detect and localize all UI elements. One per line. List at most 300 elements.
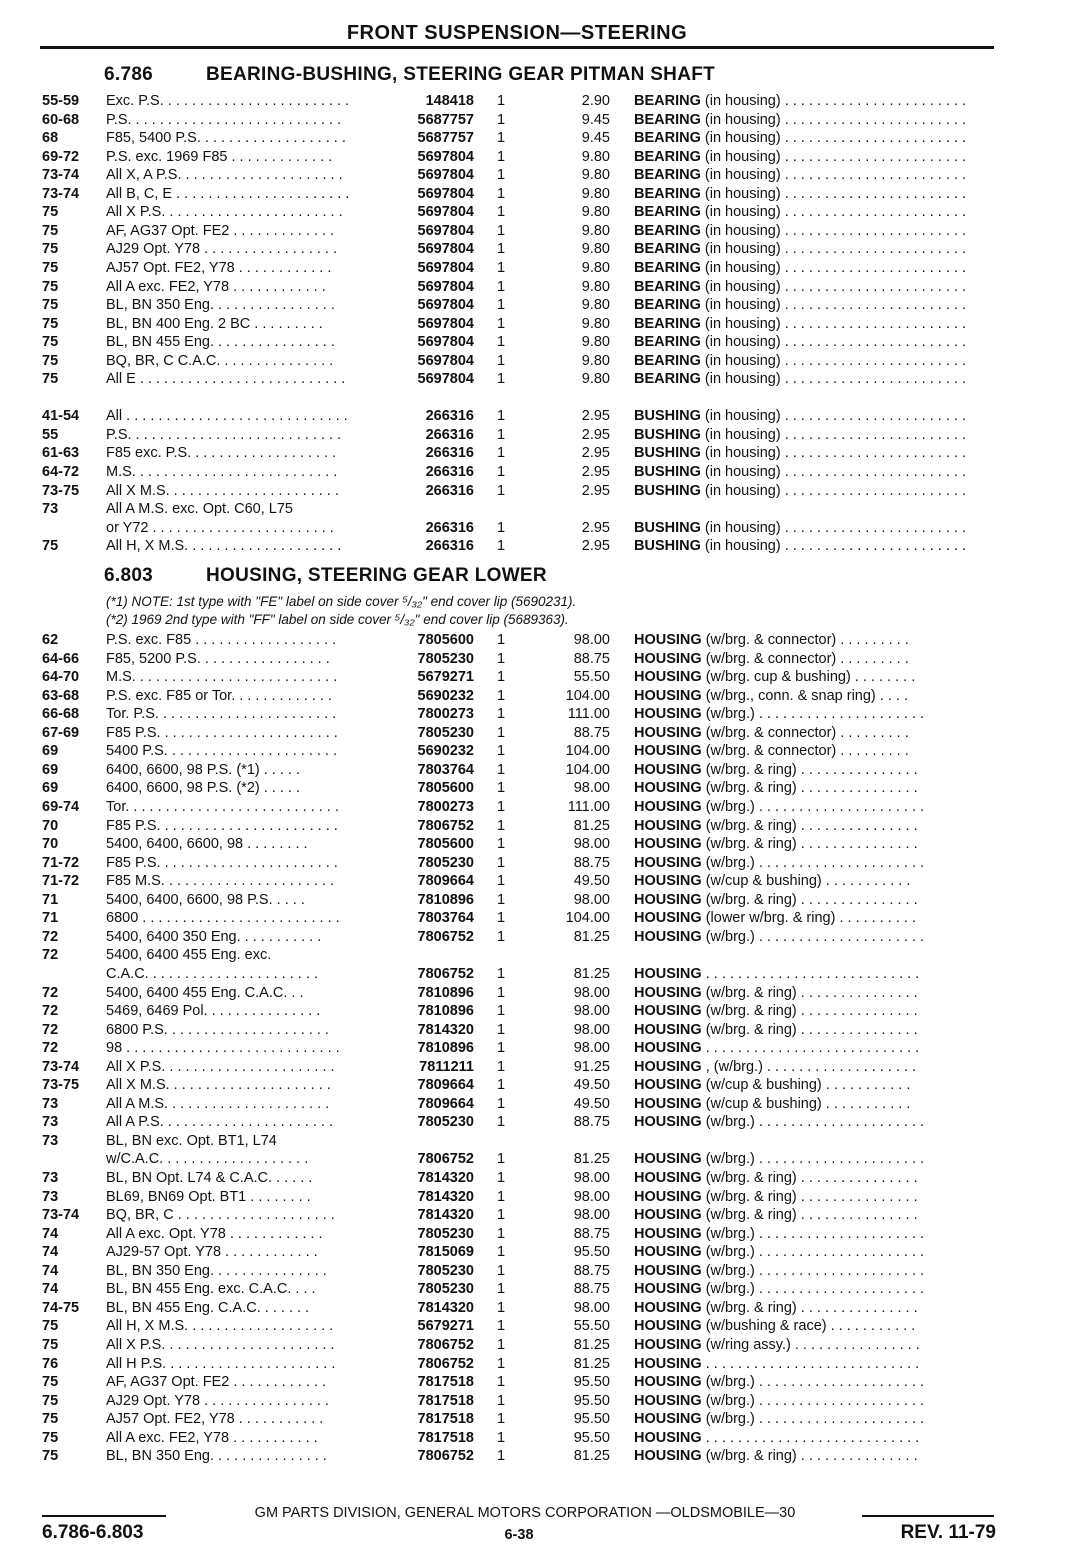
quantity: 1 xyxy=(496,241,506,258)
part-number: 5697804 xyxy=(417,260,474,276)
part-number: 5697804 xyxy=(417,148,474,165)
application: BL, BN 350 Eng. . . . . . . . . . . . . . . . xyxy=(106,297,335,314)
quantity: 1 xyxy=(496,334,506,351)
part-number: 7800273 xyxy=(417,706,474,723)
price: 104.00 xyxy=(565,743,610,760)
part-detail: (w/brg.) . . . . . . . . . . . . . . . . . . . . . xyxy=(701,1411,925,1428)
parts-row xyxy=(0,482,1078,500)
part-number: 5687757 xyxy=(417,130,474,147)
part-number: 7810896 xyxy=(417,891,474,908)
price: 104.00 xyxy=(565,761,610,778)
model-year: 72 xyxy=(42,1021,59,1038)
part-detail: (in housing) . . . . . . . . . . . . . . . . . . . . . . . xyxy=(700,278,966,295)
part-name: HOUSING xyxy=(634,1336,702,1353)
quantity: 1 xyxy=(496,1262,506,1279)
price: 2.95 xyxy=(581,426,610,443)
part-detail: (w/brg. & ring) . . . . . . . . . . . . . . . xyxy=(701,891,918,908)
application: All X P.S. . . . . . . . . . . . . . . . . . . . . . xyxy=(106,1336,335,1353)
quantity: 1 xyxy=(496,408,506,425)
part-description xyxy=(634,798,998,816)
part-description xyxy=(634,482,998,500)
quantity: 1 xyxy=(496,706,506,723)
part-description xyxy=(634,1262,998,1280)
part-detail: (lower w/brg. & ring) . . . . . . . . . . xyxy=(701,910,916,927)
application: BL, BN 350 Eng. . . . . . . . . . . . . . . xyxy=(106,1262,327,1279)
part-name: HOUSING xyxy=(634,687,702,704)
part-name: HOUSING xyxy=(634,1299,702,1316)
application: P.S. exc. 1969 F85 . . . . . . . . . . . . . xyxy=(106,148,333,165)
part-description xyxy=(634,92,998,110)
model-year: 69-72 xyxy=(42,148,80,165)
part-number: 5690232 xyxy=(417,687,474,704)
part-number: 7814320 xyxy=(417,1188,474,1205)
section-heading xyxy=(104,565,547,587)
price: 9.80 xyxy=(581,371,610,388)
parts-row xyxy=(0,333,1078,351)
part-detail: (in housing) . . . . . . . . . . . . . . . . . . . . . . . xyxy=(700,93,966,109)
part-detail: (w/brg. & ring) . . . . . . . . . . . . . . . xyxy=(701,1170,918,1186)
model-year: 75 xyxy=(42,371,59,388)
price: 88.75 xyxy=(573,1281,610,1298)
application: All X M.S. . . . . . . . . . . . . . . . . . . . . xyxy=(106,1077,331,1094)
part-number: 5697804 xyxy=(417,334,474,351)
quantity: 1 xyxy=(496,1040,506,1057)
parts-row xyxy=(0,668,1078,686)
part-detail: (w/brg. & connector) . . . . . . . . . xyxy=(701,743,909,760)
application: 5400, 6400 455 Eng. C.A.C. . . xyxy=(106,984,304,1001)
parts-row xyxy=(0,798,1078,816)
footer-rule-right xyxy=(862,1515,994,1517)
part-description xyxy=(634,444,998,462)
model-year: 75 xyxy=(42,334,59,351)
quantity: 1 xyxy=(496,93,506,109)
parts-row xyxy=(0,240,1078,258)
parts-row xyxy=(0,111,1078,129)
part-name: BEARING xyxy=(634,297,701,314)
part-number: 7806752 xyxy=(417,928,474,945)
part-name: BUSHING xyxy=(634,538,701,555)
parts-row xyxy=(0,891,1078,909)
part-description xyxy=(634,463,998,481)
part-description xyxy=(634,631,998,649)
part-number: 7809664 xyxy=(417,1095,474,1112)
part-detail: (in housing) . . . . . . . . . . . . . . . . . . . . . . . xyxy=(700,464,966,480)
part-description xyxy=(634,705,998,723)
part-number: 7806752 xyxy=(417,1448,474,1465)
part-number: 7805230 xyxy=(417,1262,474,1279)
part-name: BEARING xyxy=(634,352,701,369)
parts-row xyxy=(0,1262,1078,1280)
price: 2.95 xyxy=(581,538,610,555)
parts-row xyxy=(0,1317,1078,1335)
part-description xyxy=(634,1021,998,1039)
model-year: 75 xyxy=(42,204,59,221)
part-detail: (in housing) . . . . . . . . . . . . . . . . . . . . . . . xyxy=(700,222,966,239)
price: 95.50 xyxy=(573,1429,610,1446)
parts-row xyxy=(0,835,1078,853)
model-year: 73-75 xyxy=(42,1077,80,1094)
part-description xyxy=(634,668,998,686)
quantity: 1 xyxy=(496,799,506,815)
application: Exc. P.S. . . . . . . . . . . . . . . . . . . . . . . . xyxy=(106,93,350,109)
quantity: 1 xyxy=(496,260,506,276)
quantity: 1 xyxy=(496,1077,506,1094)
quantity: 1 xyxy=(496,297,506,314)
part-description xyxy=(634,352,998,370)
part-description xyxy=(634,687,998,705)
model-year: 74 xyxy=(42,1262,59,1279)
parts-row xyxy=(0,296,1078,314)
part-name: HOUSING xyxy=(634,724,702,741)
parts-row xyxy=(0,1132,1078,1150)
quantity: 1 xyxy=(496,1021,506,1038)
part-description xyxy=(634,965,998,983)
application: All H, X M.S. . . . . . . . . . . . . . . . . . . xyxy=(106,1318,334,1335)
application: All A M.S. . . . . . . . . . . . . . . . . . . . . xyxy=(106,1095,330,1112)
part-name: HOUSING xyxy=(634,1225,702,1242)
price: 9.45 xyxy=(581,111,610,128)
model-year: 75 xyxy=(42,1411,59,1428)
part-name: HOUSING xyxy=(634,632,702,648)
part-name: HOUSING xyxy=(634,1207,702,1224)
quantity: 1 xyxy=(496,111,506,128)
part-name: HOUSING xyxy=(634,1003,702,1019)
application: Tor. . . . . . . . . . . . . . . . . . . . . . . . . . . xyxy=(106,799,339,815)
price: 2.95 xyxy=(581,408,610,425)
part-name: BUSHING xyxy=(634,482,701,499)
part-detail: (w/brg. & ring) . . . . . . . . . . . . . . . xyxy=(701,1021,918,1038)
part-number: 7811211 xyxy=(419,1058,474,1075)
price: 104.00 xyxy=(565,910,610,927)
part-description xyxy=(634,278,998,296)
parts-row xyxy=(0,537,1078,555)
application: F85 exc. P.S. . . . . . . . . . . . . . . . . . . xyxy=(106,445,337,462)
part-detail: (w/brg.) . . . . . . . . . . . . . . . . . . . . . xyxy=(701,1114,925,1131)
part-name: HOUSING xyxy=(634,743,702,760)
part-detail: . . . . . . . . . . . . . . . . . . . . . . . . . . . xyxy=(701,1040,920,1057)
price: 98.00 xyxy=(573,780,610,797)
quantity: 1 xyxy=(496,780,506,797)
part-description xyxy=(634,854,998,872)
parts-row xyxy=(0,129,1078,147)
parts-row xyxy=(0,909,1078,927)
application: P.S. . . . . . . . . . . . . . . . . . . . . . . . . . . xyxy=(106,111,342,128)
application: 6400, 6600, 98 P.S. (*2) . . . . . xyxy=(106,780,300,797)
part-number: 7806752 xyxy=(417,1336,474,1353)
part-description xyxy=(634,333,998,351)
part-number: 5690232 xyxy=(417,743,474,760)
parts-row xyxy=(0,1021,1078,1039)
quantity: 1 xyxy=(496,1336,506,1353)
parts-row xyxy=(0,519,1078,537)
part-number: 7805230 xyxy=(417,1281,474,1298)
parts-row xyxy=(0,463,1078,481)
application: All H P.S. . . . . . . . . . . . . . . . . . . . . . xyxy=(106,1355,336,1372)
section-heading xyxy=(104,64,715,86)
parts-row xyxy=(0,1113,1078,1131)
part-name: HOUSING xyxy=(634,836,702,852)
application: P.S. exc. F85 or Tor. . . . . . . . . . . . . xyxy=(106,687,332,704)
part-name: HOUSING xyxy=(634,1170,702,1186)
part-description xyxy=(634,537,998,555)
price: 81.25 xyxy=(573,1336,610,1353)
part-description xyxy=(634,928,998,946)
price: 9.80 xyxy=(581,315,610,332)
model-year: 75 xyxy=(42,222,59,239)
application: All A exc. FE2, Y78 . . . . . . . . . . . xyxy=(106,1429,318,1446)
part-number: 5697804 xyxy=(417,241,474,258)
part-description xyxy=(634,724,998,742)
application: F85 P.S. . . . . . . . . . . . . . . . . . . . . . . xyxy=(106,817,338,834)
price: 55.50 xyxy=(573,669,610,686)
parts-row xyxy=(0,185,1078,203)
quantity: 1 xyxy=(496,538,506,555)
part-name: HOUSING xyxy=(634,780,702,797)
model-year: 69 xyxy=(42,743,59,760)
application: 5400 P.S. . . . . . . . . . . . . . . . . . . . . . xyxy=(106,743,338,760)
part-detail: (in housing) . . . . . . . . . . . . . . . . . . . . . . . xyxy=(700,426,966,443)
part-description xyxy=(634,370,998,388)
price: 81.25 xyxy=(573,1151,610,1168)
part-description xyxy=(634,315,998,333)
application: AJ57 Opt. FE2, Y78 . . . . . . . . . . . . xyxy=(106,260,332,276)
part-name: HOUSING xyxy=(634,1151,702,1168)
part-description xyxy=(634,1299,998,1317)
part-number: 7805230 xyxy=(417,650,474,667)
application: 6400, 6600, 98 P.S. (*1) . . . . . xyxy=(106,761,300,778)
part-detail: (w/brg.) . . . . . . . . . . . . . . . . . . . . . xyxy=(701,1281,925,1298)
model-year: 75 xyxy=(42,1374,59,1390)
parts-row xyxy=(0,166,1078,184)
model-year: 66-68 xyxy=(42,706,80,723)
price: 88.75 xyxy=(573,650,610,667)
price: 98.00 xyxy=(573,1188,610,1205)
price: 49.50 xyxy=(573,1077,610,1094)
part-detail: . . . . . . . . . . . . . . . . . . . . . . . . . . . xyxy=(701,1429,920,1446)
part-description xyxy=(634,1410,998,1428)
price: 81.25 xyxy=(573,1448,610,1465)
price: 81.25 xyxy=(573,965,610,982)
header-rule xyxy=(40,46,994,49)
parts-row xyxy=(0,444,1078,462)
model-year: 75 xyxy=(42,260,59,276)
parts-row xyxy=(0,500,1078,518)
part-name: BEARING xyxy=(634,241,701,258)
quantity: 1 xyxy=(496,1318,506,1335)
price: 95.50 xyxy=(573,1374,610,1390)
part-number: 7814320 xyxy=(417,1207,474,1224)
part-description xyxy=(634,203,998,221)
part-name: HOUSING xyxy=(634,928,702,945)
quantity: 1 xyxy=(496,1225,506,1242)
parts-row xyxy=(0,1206,1078,1224)
quantity: 1 xyxy=(496,910,506,927)
application: BQ, BR, C . . . . . . . . . . . . . . . . . . . . xyxy=(106,1207,335,1224)
part-detail: (w/brg. & ring) . . . . . . . . . . . . . . . xyxy=(701,1207,918,1224)
application: F85, 5200 P.S. . . . . . . . . . . . . . . . . xyxy=(106,650,330,667)
price: 9.80 xyxy=(581,185,610,202)
quantity: 1 xyxy=(496,724,506,741)
part-number: 5697804 xyxy=(417,315,474,332)
part-detail: (in housing) . . . . . . . . . . . . . . . . . . . . . . . xyxy=(700,130,966,147)
part-detail: (in housing) . . . . . . . . . . . . . . . . . . . . . . . xyxy=(700,260,966,276)
price: 88.75 xyxy=(573,724,610,741)
part-number: 7806752 xyxy=(417,1355,474,1372)
part-name: HOUSING xyxy=(634,1262,702,1279)
part-detail: (w/cup & bushing) . . . . . . . . . . . xyxy=(701,1077,911,1094)
model-year: 75 xyxy=(42,1429,59,1446)
application: 5400, 6400 455 Eng. exc. xyxy=(106,947,272,964)
model-year: 73-75 xyxy=(42,482,80,499)
quantity: 1 xyxy=(496,278,506,295)
quantity: 1 xyxy=(496,1355,506,1372)
quantity: 1 xyxy=(496,519,506,536)
part-number: 266316 xyxy=(425,426,474,443)
part-detail: (in housing) . . . . . . . . . . . . . . . . . . . . . . . xyxy=(700,408,966,425)
application: F85, 5400 P.S. . . . . . . . . . . . . . . . . . . xyxy=(106,130,346,147)
part-detail: (w/brg. & connector) . . . . . . . . . xyxy=(701,650,909,667)
price: 111.00 xyxy=(567,799,610,815)
part-name: BUSHING xyxy=(634,408,701,425)
parts-row xyxy=(0,687,1078,705)
part-name: HOUSING xyxy=(634,1374,702,1390)
footer-page-number: 6-38 xyxy=(504,1527,534,1543)
quantity: 1 xyxy=(496,891,506,908)
part-name: HOUSING xyxy=(634,1429,702,1446)
price: 98.00 xyxy=(573,1170,610,1186)
quantity: 1 xyxy=(496,817,506,834)
section-title: BEARING-BUSHING, STEERING GEAR PITMAN SHAFT xyxy=(206,64,716,85)
price: 88.75 xyxy=(573,1262,610,1279)
model-year: 76 xyxy=(42,1355,59,1372)
part-description xyxy=(634,891,998,909)
quantity: 1 xyxy=(496,315,506,332)
application: F85 M.S. . . . . . . . . . . . . . . . . . . . . . xyxy=(106,873,335,890)
part-number: 5697804 xyxy=(417,222,474,239)
quantity: 1 xyxy=(496,1374,506,1390)
part-name: HOUSING xyxy=(634,1095,702,1112)
part-number: 148418 xyxy=(425,93,474,109)
part-name: HOUSING xyxy=(634,1040,702,1057)
model-year: 73 xyxy=(42,501,59,518)
part-number: 7805230 xyxy=(417,1114,474,1131)
parts-row xyxy=(0,631,1078,649)
quantity: 1 xyxy=(496,464,506,480)
model-year: 73-74 xyxy=(42,167,80,184)
part-name: HOUSING xyxy=(634,1355,702,1372)
part-number: 7805230 xyxy=(417,724,474,741)
part-detail: (in housing) . . . . . . . . . . . . . . . . . . . . . . . xyxy=(700,297,966,314)
footer-rule-left xyxy=(42,1515,166,1517)
part-description xyxy=(634,1336,998,1354)
part-description xyxy=(634,1206,998,1224)
part-number: 7800273 xyxy=(417,799,474,815)
part-number: 5697804 xyxy=(417,278,474,295)
part-detail: (w/brg. & ring) . . . . . . . . . . . . . . . xyxy=(701,817,918,834)
price: 2.95 xyxy=(581,519,610,536)
part-name: HOUSING xyxy=(634,965,702,982)
model-year: 69 xyxy=(42,780,59,797)
part-description xyxy=(634,259,998,277)
part-name: BEARING xyxy=(634,130,701,147)
part-number: 7814320 xyxy=(417,1170,474,1186)
model-year: 62 xyxy=(42,632,59,648)
quantity: 1 xyxy=(496,669,506,686)
application: F85 P.S. . . . . . . . . . . . . . . . . . . . . . . xyxy=(106,854,338,871)
part-description xyxy=(634,1355,998,1373)
part-detail: (in housing) . . . . . . . . . . . . . . . . . . . . . . . xyxy=(700,185,966,202)
price: 2.90 xyxy=(581,93,610,109)
part-description xyxy=(634,519,998,537)
part-number: 7805230 xyxy=(417,854,474,871)
part-description xyxy=(634,1095,998,1113)
application: All . . . . . . . . . . . . . . . . . . . . . . . . . . . . xyxy=(106,408,348,425)
part-name: BEARING xyxy=(634,93,701,109)
part-number: 7805600 xyxy=(417,632,474,648)
part-name: BEARING xyxy=(634,315,701,332)
part-detail: (w/brg.) . . . . . . . . . . . . . . . . . . . . . xyxy=(701,1225,925,1242)
part-name: BEARING xyxy=(634,260,701,276)
part-name: HOUSING xyxy=(634,799,702,815)
price: 95.50 xyxy=(573,1392,610,1409)
price: 49.50 xyxy=(573,873,610,890)
part-detail: (w/brg.) . . . . . . . . . . . . . . . . . . . . . xyxy=(701,706,925,723)
parts-row xyxy=(0,928,1078,946)
application: 5400, 6400, 6600, 98 . . . . . . . . xyxy=(106,836,308,852)
part-detail: (w/cup & bushing) . . . . . . . . . . . xyxy=(701,1095,911,1112)
model-year: 68 xyxy=(42,130,59,147)
part-number: 5697804 xyxy=(417,185,474,202)
model-year: 75 xyxy=(42,1392,59,1409)
part-number: 7809664 xyxy=(417,1077,474,1094)
quantity: 1 xyxy=(496,836,506,852)
parts-row xyxy=(0,1373,1078,1391)
part-number: 7817518 xyxy=(417,1411,474,1428)
part-name: HOUSING xyxy=(634,984,702,1001)
model-year: 75 xyxy=(42,1336,59,1353)
application: All H, X M.S. . . . . . . . . . . . . . . . . . . . xyxy=(106,538,342,555)
quantity: 1 xyxy=(496,130,506,147)
price: 9.80 xyxy=(581,334,610,351)
model-year: 73 xyxy=(42,1132,59,1149)
model-year: 73-74 xyxy=(42,1058,80,1075)
part-detail: . . . . . . . . . . . . . . . . . . . . . . . . . . . xyxy=(701,965,920,982)
application: All B, C, E . . . . . . . . . . . . . . . . . . . . . . xyxy=(106,185,350,202)
parts-row xyxy=(0,1076,1078,1094)
part-number: 266316 xyxy=(425,445,474,462)
part-name: HOUSING xyxy=(634,1318,702,1335)
part-detail: (in housing) . . . . . . . . . . . . . . . . . . . . . . . xyxy=(700,371,966,388)
parts-row xyxy=(0,1150,1078,1168)
model-year: 74-75 xyxy=(42,1299,80,1316)
quantity: 1 xyxy=(496,1429,506,1446)
section-title: HOUSING, STEERING GEAR LOWER xyxy=(206,565,547,586)
part-description xyxy=(634,1225,998,1243)
quantity: 1 xyxy=(496,167,506,184)
part-number: 7817518 xyxy=(417,1392,474,1409)
part-name: BEARING xyxy=(634,334,701,351)
parts-row xyxy=(0,1169,1078,1187)
model-year: 75 xyxy=(42,241,59,258)
part-detail: (in housing) . . . . . . . . . . . . . . . . . . . . . . . xyxy=(700,111,966,128)
model-year: 64-66 xyxy=(42,650,80,667)
price: 95.50 xyxy=(573,1411,610,1428)
parts-row xyxy=(0,315,1078,333)
part-number: 5679271 xyxy=(417,1318,474,1335)
parts-row xyxy=(0,946,1078,964)
part-detail: (in housing) . . . . . . . . . . . . . . . . . . . . . . . xyxy=(700,445,966,462)
application: All A M.S. exc. Opt. C60, L75 xyxy=(106,501,293,518)
